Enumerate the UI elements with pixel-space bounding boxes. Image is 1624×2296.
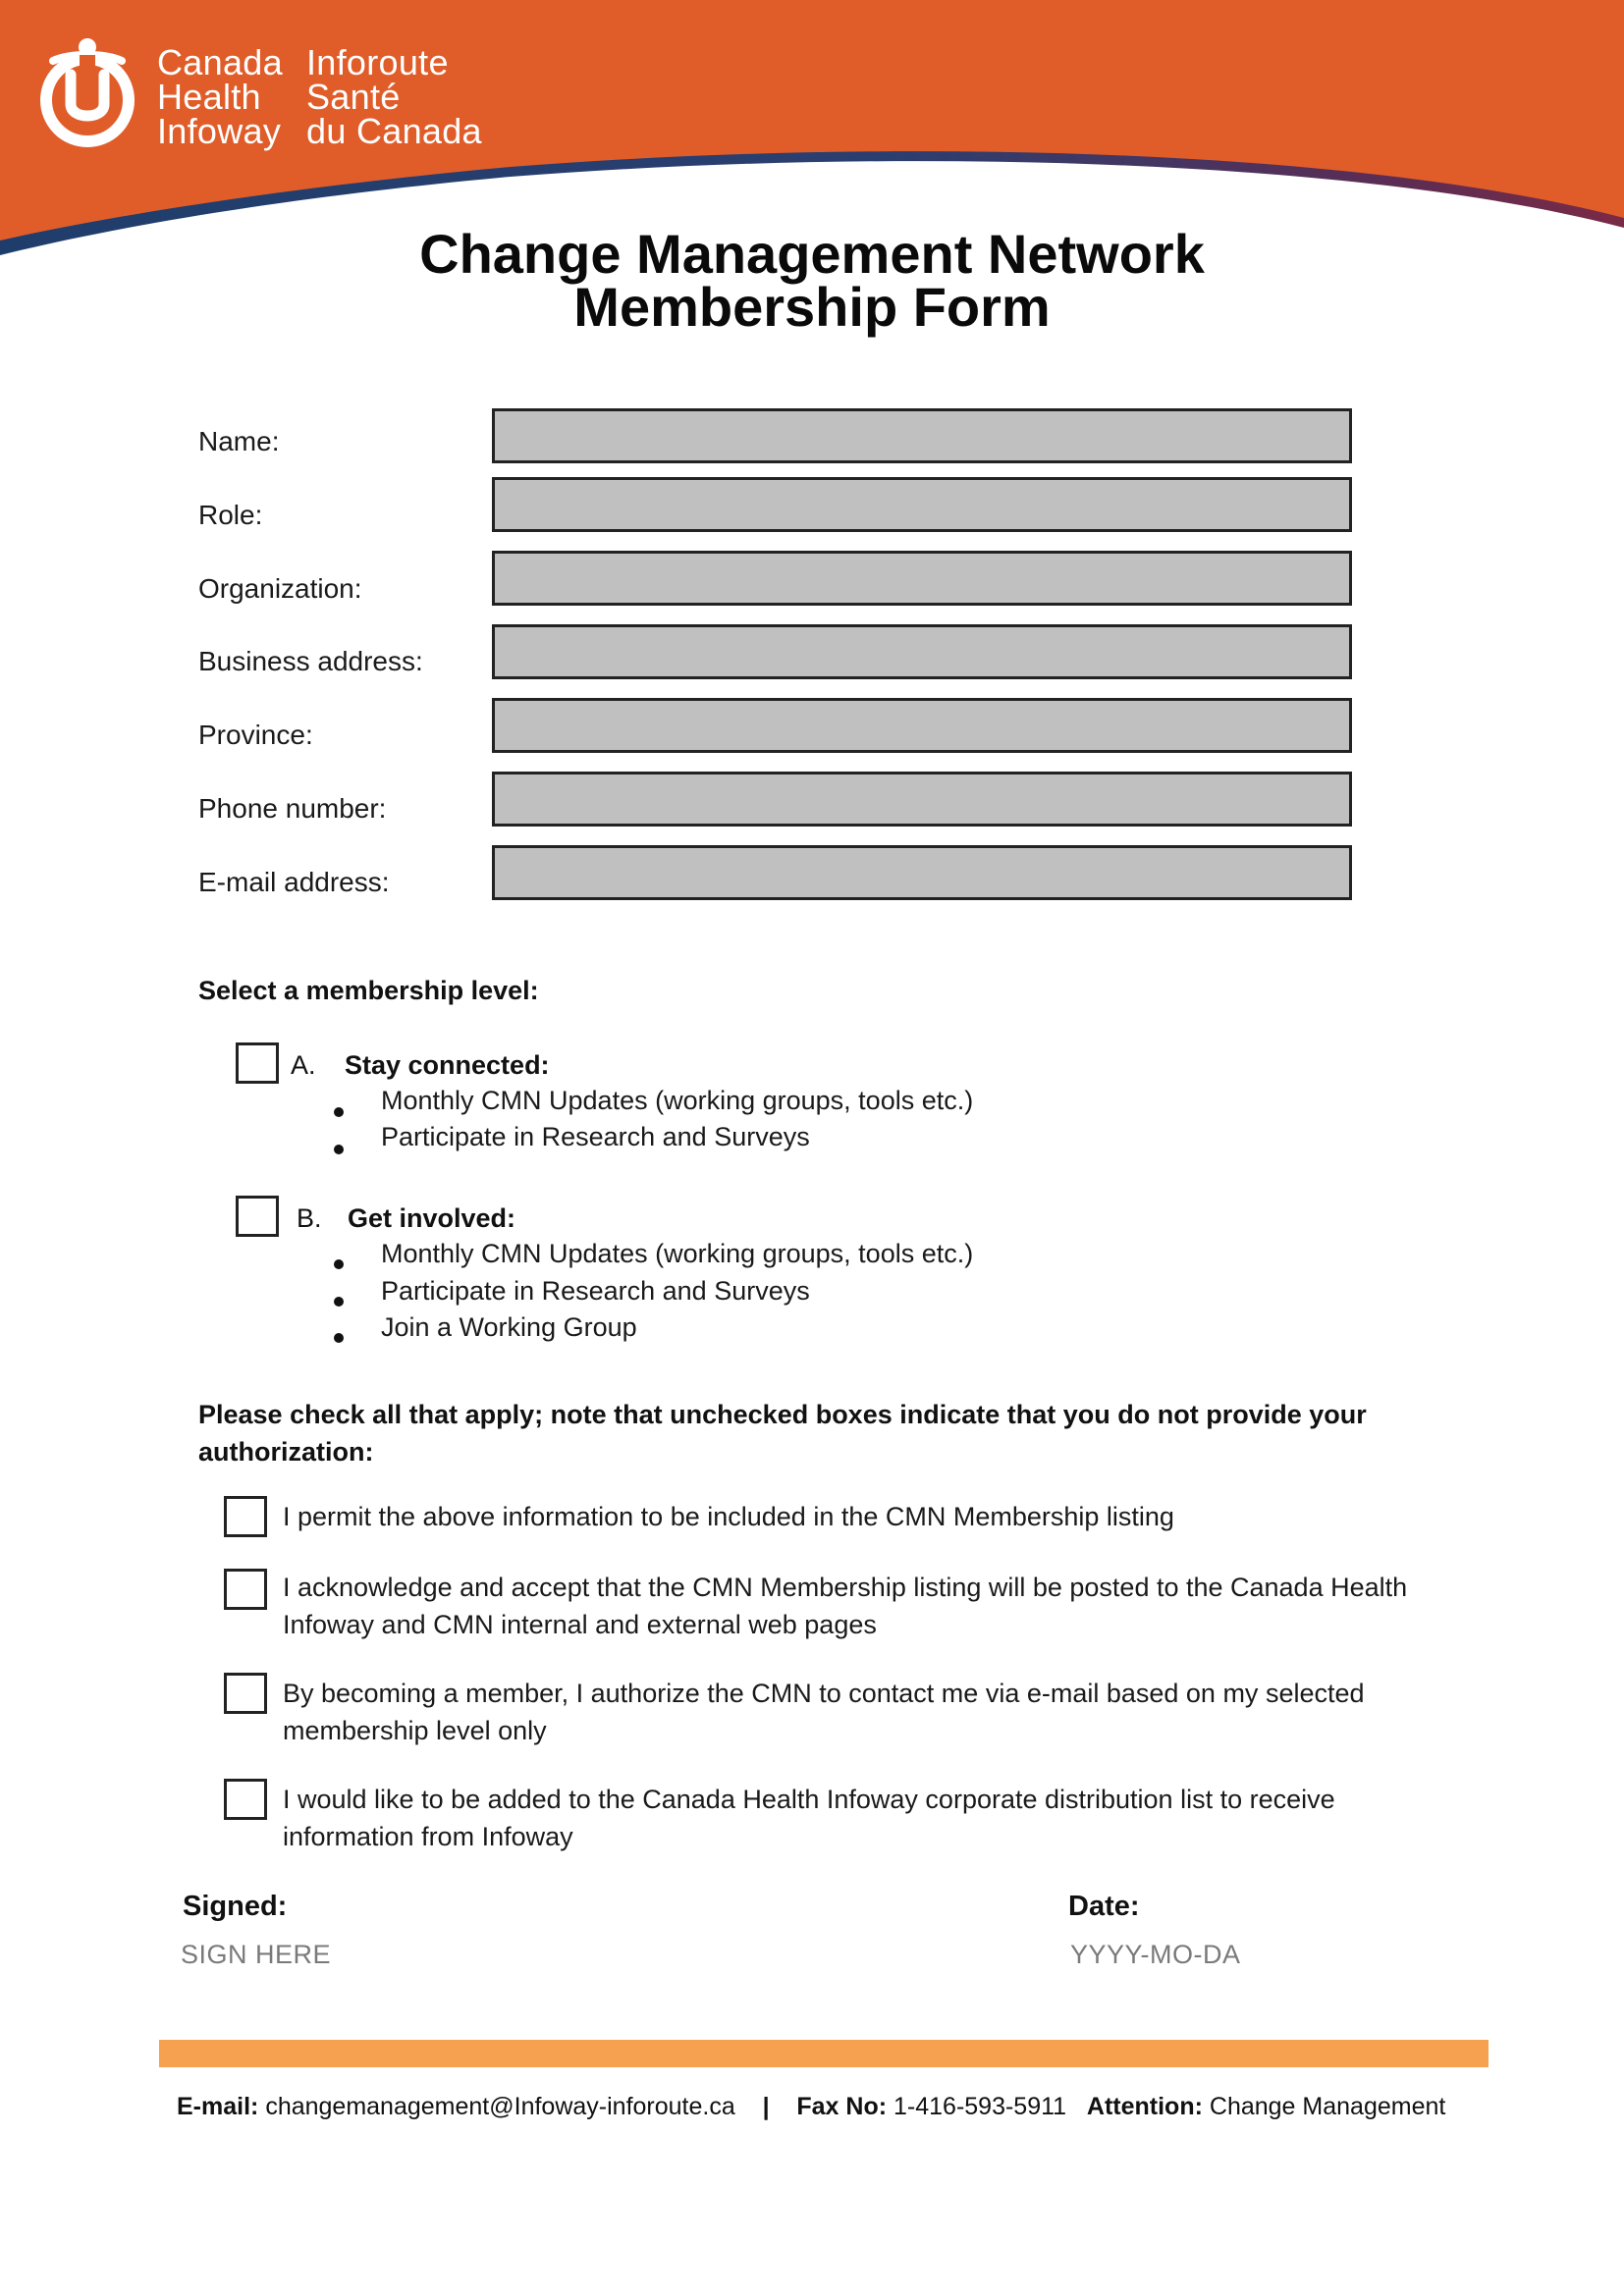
- province-label: Province:: [198, 720, 313, 750]
- option-a-bullet: Participate in Research and Surveys: [381, 1122, 810, 1151]
- date-field[interactable]: YYYY-MO-DA: [1070, 1940, 1241, 1969]
- option-b-title: Get involved:: [348, 1203, 516, 1233]
- phone-number-field[interactable]: [492, 772, 1352, 827]
- footer-fax-label: Fax No:: [796, 2093, 888, 2120]
- footer-attention: Change Management: [1209, 2093, 1446, 2120]
- option-a-checkbox[interactable]: [236, 1042, 279, 1084]
- brand-name-french: [306, 42, 482, 151]
- bullet-icon: [334, 1333, 344, 1343]
- infoway-logo-icon: [35, 35, 139, 153]
- role-label: Role:: [198, 500, 263, 530]
- footer-separator: |: [762, 2093, 770, 2120]
- brand-line: Inforoute: [306, 42, 449, 82]
- signature-field[interactable]: SIGN HERE: [181, 1940, 332, 1969]
- option-b-bullet: Participate in Research and Surveys: [381, 1276, 810, 1306]
- role-field[interactable]: [492, 477, 1352, 532]
- bullet-icon: [334, 1145, 344, 1154]
- footer-divider-bar: [159, 2040, 1489, 2067]
- organization-label: Organization:: [198, 573, 362, 604]
- name-field[interactable]: [492, 408, 1352, 463]
- brand-line: Health: [157, 77, 261, 117]
- signed-label: Signed:: [183, 1891, 288, 1922]
- authorize-contact-text: By becoming a member, I authorize the CMN to contact me via e-mail based on my selected membership level only: [283, 1679, 1365, 1745]
- footer-fax: 1-416-593-5911: [893, 2093, 1067, 2120]
- footer-email-label: E-mail:: [177, 2093, 259, 2120]
- acknowledge-posting-text: I acknowledge and accept that the CMN Membership listing will be posted to the Canada Health Infoway and CMN internal and external web pages: [283, 1573, 1408, 1639]
- option-b-bullet: Monthly CMN Updates (working groups, tools etc.): [381, 1239, 974, 1268]
- membership-heading: Select a membership level:: [198, 976, 539, 1005]
- option-b-bullet: Join a Working Group: [381, 1312, 637, 1342]
- permit-listing-text: I permit the above information to be included in the CMN Membership listing: [283, 1502, 1174, 1531]
- bullet-icon: [334, 1297, 344, 1307]
- form-title-line2: Membership Form: [573, 276, 1051, 338]
- distribution-list-text: I would like to be added to the Canada Health Infoway corporate distribution list to receive information from Infoway: [283, 1785, 1335, 1851]
- brand-line: Canada: [157, 42, 283, 82]
- phone-number-label: Phone number:: [198, 793, 387, 824]
- option-a-letter: A.: [291, 1050, 316, 1080]
- bullet-icon: [334, 1259, 344, 1269]
- name-label: Name:: [198, 426, 280, 456]
- authorization-heading-line: authorization:: [198, 1437, 374, 1467]
- form-title-line1: Change Management Network: [419, 223, 1205, 285]
- form-title: [0, 223, 1624, 338]
- acknowledge-posting-checkbox[interactable]: [224, 1569, 267, 1610]
- email-address-label: E-mail address:: [198, 867, 390, 897]
- distribution-list-checkbox[interactable]: [224, 1779, 267, 1820]
- business-address-label: Business address:: [198, 646, 423, 676]
- authorization-heading: [198, 1396, 1367, 1470]
- option-b-checkbox[interactable]: [236, 1196, 279, 1237]
- brand-line: du Canada: [306, 111, 482, 151]
- organization-field[interactable]: [492, 551, 1352, 606]
- province-field[interactable]: [492, 698, 1352, 753]
- brand-line: Infoway: [157, 111, 282, 151]
- email-address-field[interactable]: [492, 845, 1352, 900]
- brand-line: Santé: [306, 77, 401, 117]
- option-a-bullet: Monthly CMN Updates (working groups, tools etc.): [381, 1086, 974, 1115]
- bullet-icon: [334, 1107, 344, 1117]
- option-b-letter: B.: [297, 1203, 322, 1233]
- brand-name-english: [157, 42, 283, 151]
- authorize-contact-checkbox[interactable]: [224, 1673, 267, 1714]
- permit-listing-checkbox[interactable]: [224, 1496, 267, 1537]
- date-label: Date:: [1068, 1891, 1140, 1922]
- footer-attention-label: Attention:: [1086, 2093, 1203, 2120]
- footer-email: changemanagement@Infoway-inforoute.ca: [265, 2093, 735, 2120]
- authorization-heading-line: Please check all that apply; note that unchecked boxes indicate that you do not provide your: [198, 1400, 1367, 1429]
- option-a-title: Stay connected:: [345, 1050, 550, 1080]
- footer-contact: [177, 2093, 1445, 2121]
- business-address-field[interactable]: [492, 624, 1352, 679]
